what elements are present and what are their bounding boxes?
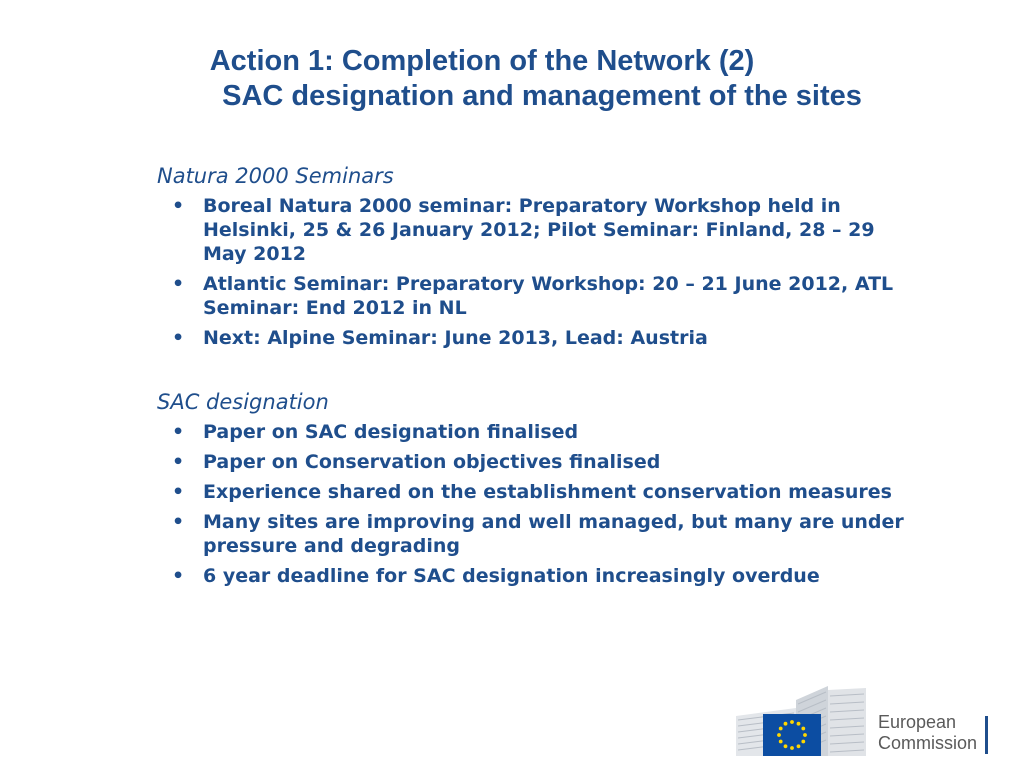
logo-text-line-2: Commission [878,733,978,753]
list-item [157,564,908,588]
list-item [157,420,908,444]
list-item-text: 6 year deadline for SAC designation increasingly overdue [203,565,820,587]
list-item-text: Paper on SAC designation finalised [203,421,579,443]
bullet-icon: • [172,421,185,443]
list-item [157,272,908,320]
slide-content [157,162,927,594]
list-item-text: Next: Alpine Seminar: June 2013, Lead: Austria [203,327,708,349]
list-item [157,326,908,350]
list-item [157,480,908,504]
logo-text [878,712,977,754]
logo-divider [985,716,988,754]
bullet-icon: • [172,565,185,587]
bullet-icon: • [172,273,185,295]
list-item [157,450,908,474]
bullet-icon: • [172,481,185,503]
list-item-text: Many sites are improving and well managed, but many are under pressure and degrading [203,511,904,557]
list-item-text: Atlantic Seminar: Preparatory Workshop: 20 – 21 June 2012, ATL Seminar: End 2012 in NL [203,273,894,319]
slide-title [0,44,1024,114]
eu-flag-icon [763,714,821,756]
section-heading-seminars: Natura 2000 Seminars [157,164,394,188]
seminars-list [157,194,927,350]
list-item-text: Boreal Natura 2000 seminar: Preparatory Workshop held in Helsinki, 25 & 26 January 2012; Pilot Seminar: Finland, 28 – 29 May 2012 [203,195,875,265]
title-line-2: SAC designation and management of the sites [222,80,862,112]
logo-text-line-1: European [878,712,957,732]
list-item [157,510,908,558]
bullet-icon: • [172,327,185,349]
list-item-text: Experience shared on the establishment conservation measures [203,481,892,503]
sac-list [157,420,927,588]
title-line-1: Action 1: Completion of the Network (2) [209,45,755,77]
list-item-text: Paper on Conservation objectives finalised [203,451,661,473]
bullet-icon: • [172,195,185,217]
list-item [157,194,908,266]
bullet-icon: • [172,511,185,533]
section-heading-sac: SAC designation [157,390,329,414]
bullet-icon: • [172,451,185,473]
